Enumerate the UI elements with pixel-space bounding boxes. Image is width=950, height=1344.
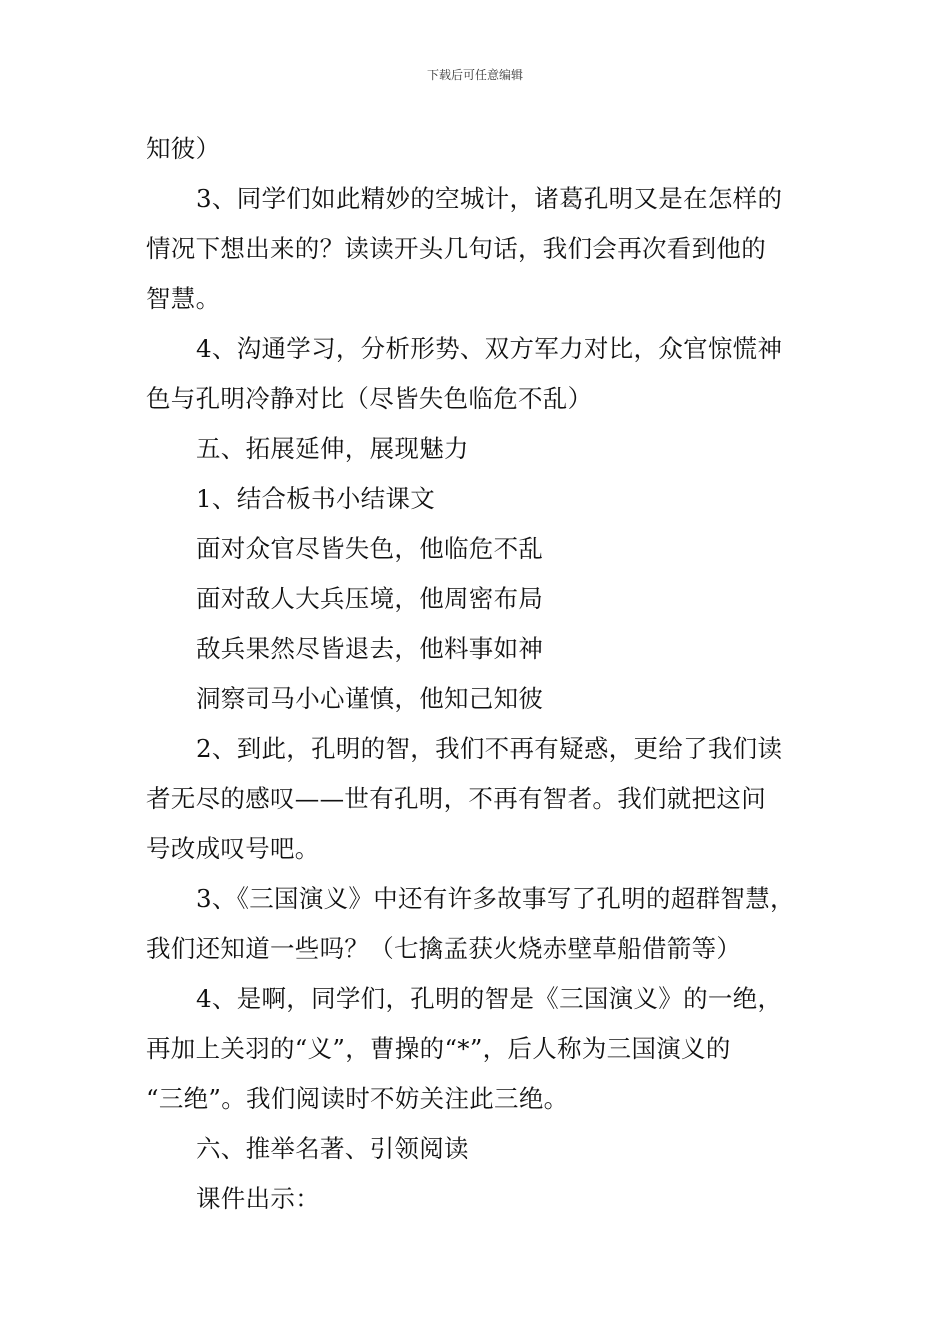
- text-line: 五、拓展延伸，展现魅力: [196, 434, 469, 463]
- text-line: 再加上关羽的“义”，曹操的“*”，后人称为三国演义的: [146, 1034, 731, 1063]
- text-line: 知彼）: [146, 134, 221, 163]
- text-line: 智慧。: [146, 284, 221, 313]
- page-header: 下载后可任意编辑: [426, 68, 523, 82]
- text-line: 六、推举名著、引领阅读: [196, 1134, 469, 1163]
- text-line: 洞察司马小心谨慎，他知己知彼: [196, 684, 544, 713]
- text-line: 4、是啊，同学们，孔明的智是《三国演义》的一绝，: [196, 984, 783, 1013]
- text-line: 者无尽的感叹——世有孔明，不再有智者。我们就把这问: [146, 784, 766, 813]
- text-line: 4、沟通学习，分析形势、双方军力对比，众官惊慌神: [196, 334, 783, 363]
- text-line: 色与孔明冷静对比（尽皆失色临危不乱）: [146, 384, 593, 413]
- text-line: 我们还知道一些吗？（七擒孟获火烧赤壁草船借箭等）: [146, 934, 742, 963]
- text-line: 情况下想出来的？读读开头几句话，我们会再次看到他的: [146, 234, 766, 263]
- text-line: 1、结合板书小结课文: [196, 484, 436, 513]
- text-line: 面对敌人大兵压境，他周密布局: [196, 584, 544, 613]
- text-line: 2、到此，孔明的智，我们不再有疑惑，更给了我们读: [196, 734, 783, 763]
- text-line: 号改成叹号吧。: [146, 834, 320, 863]
- text-line: 敌兵果然尽皆退去，他料事如神: [196, 634, 544, 663]
- document-body: [146, 124, 810, 1224]
- text-line: “三绝”。我们阅读时不妨关注此三绝。: [146, 1084, 569, 1113]
- text-line: 课件出示：: [196, 1184, 320, 1213]
- text-line: 3、《三国演义》中还有许多故事写了孔明的超群智慧，: [196, 884, 795, 913]
- text-line: 3、同学们如此精妙的空城计，诸葛孔明又是在怎样的: [196, 184, 783, 213]
- text-line: 面对众官尽皆失色，他临危不乱: [196, 534, 544, 563]
